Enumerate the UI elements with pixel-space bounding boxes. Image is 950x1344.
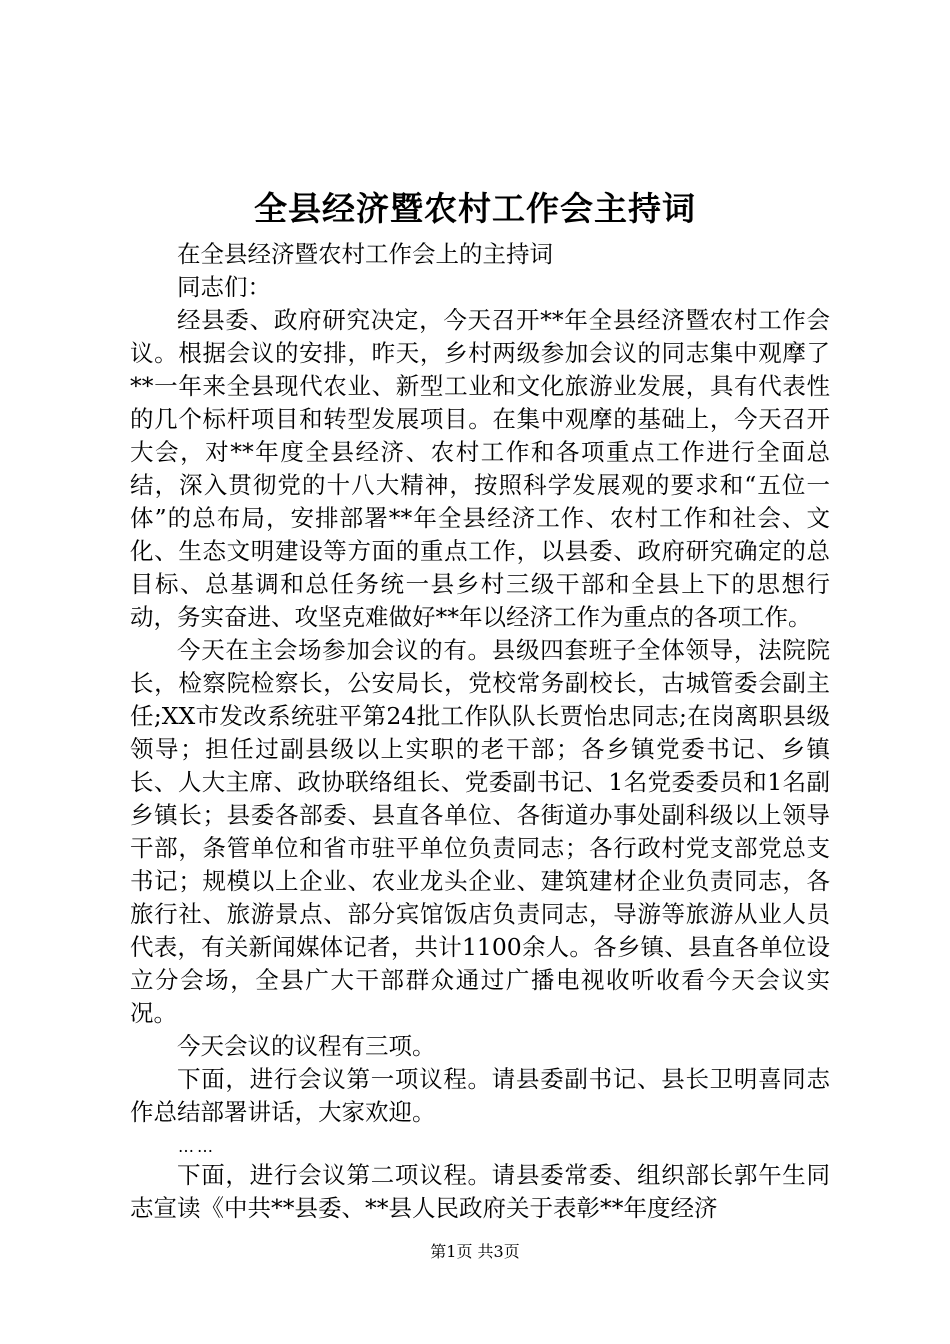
paragraph-2: 今天在主会场参加会议的有。县级四套班子全体领导，法院院长，检察院检察长，公安局长，党校常务副校长，古城管委会副主任;XX市发改系统驻平第24批工作队队长贾怡忠同志;在岗离职县级领导；担任过副县级以上实职的老干部；各乡镇党委书记、乡镇长、人大主席、政协联络组长、党委副书记、1名党委委员和1名副乡镇长；县委各部委、县直各单位、各街道办事处副科级以上领导干部，条管单位和省市驻平单位负责同志；各行政村党支部党总支书记；规模以上企业、农业龙头企业、建筑建材企业负责同志，各旅行社、旅游景点、部分宾馆饭店负责同志，导游等旅游从业人员代表，有关新闻媒体记者，共计1100余人。各乡镇、县直各单位设立分会场，全县广大干部群众通过广播电视收听收看今天会议实况。 xyxy=(130,636,830,1027)
paragraph-1: 经县委、政府研究决定，今天召开**年全县经济暨农村工作会议。根据会议的安排，昨天，乡村两级参加会议的同志集中观摩了**一年来全县现代农业、新型工业和文化旅游业发展，具有代表性的几个标杆项目和转型发展项目。在集中观摩的基础上，今天召开大会，对**年度全县经济、农村工作和各项重点工作进行全面总结，深入贯彻党的十八大精神，按照科学发展观的要求和“五位一体”的总布局，安排部署**年全县经济工作、农村工作和社会、文化、生态文明建设等方面的重点工作，以县委、政府研究确定的总目标、总基调和总任务统一县乡村三级干部和全县上下的思想行动，务实奋进、攻坚克难做好**年以经济工作为重点的各项工作。 xyxy=(130,306,830,631)
paragraph-3: 今天会议的议程有三项。 xyxy=(177,1032,436,1060)
paragraph-4: 下面，进行会议第一项议程。请县委副书记、县长卫明喜同志作总结部署讲话，大家欢迎。 xyxy=(130,1065,830,1126)
page-footer: 第1页 共3页 xyxy=(430,1242,520,1261)
subtitle-line: 在全县经济暨农村工作会上的主持词 xyxy=(177,240,553,268)
document-body xyxy=(130,238,830,1225)
ellipsis-marker: …… xyxy=(178,1137,216,1156)
paragraph-5: 下面，进行会议第二项议程。请县委常委、组织部长郭午生同志宣读《中共**县委、**县人民政府关于表彰**年度经济 xyxy=(130,1161,830,1222)
salutation: 同志们： xyxy=(177,273,271,301)
document-title: 全县经济暨农村工作会主持词 xyxy=(254,189,696,228)
